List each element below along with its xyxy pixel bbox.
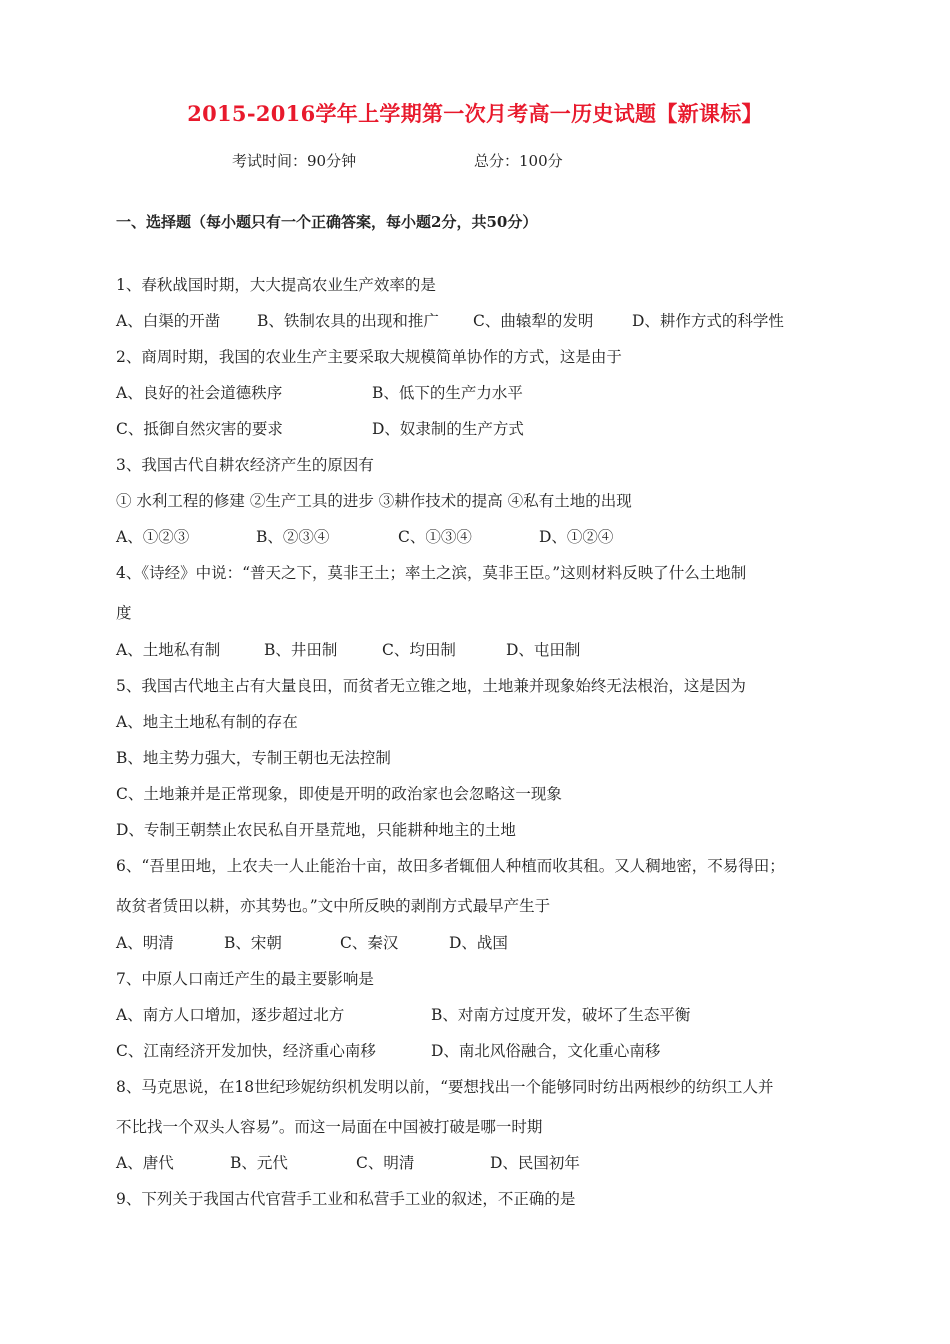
question-stem-continued: 度 [116, 604, 132, 622]
option: D、耕作方式的科学性 [632, 312, 784, 330]
option: D、战国 [449, 934, 508, 952]
option: B、宋朝 [224, 934, 282, 952]
question-stem: 3、我国古代自耕农经济产生的原因有 [116, 456, 374, 474]
option: B、②③④ [256, 528, 330, 546]
total-score: 总分：100分 [474, 152, 563, 170]
option: B、对南方过度开发，破坏了生态平衡 [431, 1006, 691, 1024]
option: A、南方人口增加，逐步超过北方 [116, 1006, 345, 1024]
option: D、专制王朝禁止农民私自开垦荒地，只能耕种地主的土地 [116, 821, 516, 839]
option: B、地主势力强大，专制王朝也无法控制 [116, 749, 391, 767]
option: A、良好的社会道德秩序 [116, 384, 283, 402]
option: D、南北风俗融合，文化重心南移 [431, 1042, 661, 1060]
option: B、井田制 [264, 641, 338, 659]
question-stem: 6、“吾里田地，上农夫一人止能治十亩，故田多者辄佃人种植而收其租。又人稠地密，不易得田； [116, 857, 785, 875]
option: C、江南经济开发加快，经济重心南移 [116, 1042, 376, 1060]
option: A、白渠的开凿 [116, 312, 221, 330]
option: D、①②④ [539, 528, 614, 546]
question-stem: 9、下列关于我国古代官营手工业和私营手工业的叙述，不正确的是 [116, 1190, 576, 1208]
question-stem: 4、《诗经》中说：“普天之下，莫非王土；率土之滨，莫非王臣。”这则材料反映了什么土地制 [116, 564, 747, 582]
question-stem: 2、商周时期，我国的农业生产主要采取大规模简单协作的方式，这是由于 [116, 348, 622, 366]
option: A、土地私有制 [116, 641, 221, 659]
question-stem: 5、我国古代地主占有大量良田，而贫者无立锥之地，土地兼并现象始终无法根治，这是因为 [116, 677, 746, 695]
question-stem-continued: 故贫者赁田以耕，亦其势也。”文中所反映的剥削方式最早产生于 [116, 897, 551, 915]
option: B、低下的生产力水平 [372, 384, 523, 402]
option: D、奴隶制的生产方式 [372, 420, 524, 438]
option: D、民国初年 [490, 1154, 580, 1172]
page-title: 2015-2016学年上学期第一次月考高一历史试题【新课标】 [187, 101, 763, 126]
option: C、抵御自然灾害的要求 [116, 420, 283, 438]
option: A、地主土地私有制的存在 [116, 713, 298, 731]
question-stem-continued: 不比找一个双头人容易”。而这一局面在中国被打破是哪一时期 [116, 1118, 543, 1136]
option: B、元代 [230, 1154, 288, 1172]
option: A、明清 [116, 934, 174, 952]
question-stem: 7、中原人口南迁产生的最主要影响是 [116, 970, 374, 988]
option: C、①③④ [398, 528, 472, 546]
option: A、①②③ [116, 528, 190, 546]
question-stem: 8、马克思说，在18世纪珍妮纺织机发明以前，“要想找出一个能够同时纺出两根纱的纺织工人并 [116, 1078, 774, 1096]
option: C、均田制 [382, 641, 456, 659]
option: A、唐代 [116, 1154, 174, 1172]
option: D、屯田制 [506, 641, 581, 659]
question-stem: 1、春秋战国时期，大大提高农业生产效率的是 [116, 276, 436, 294]
option: C、明清 [356, 1154, 415, 1172]
option: C、土地兼并是正常现象，即使是开明的政治家也会忽略这一现象 [116, 785, 562, 803]
exam-time: 考试时间：90分钟 [232, 152, 357, 170]
question-substatements: ① 水利工程的修建 ②生产工具的进步 ③耕作技术的提高 ④私有土地的出现 [116, 492, 632, 510]
section-heading: 一、选择题（每小题只有一个正确答案，每小题2分，共50分） [116, 213, 538, 231]
option: C、秦汉 [340, 934, 399, 952]
option: B、铁制农具的出现和推广 [257, 312, 439, 330]
option: C、曲辕犁的发明 [473, 312, 594, 330]
